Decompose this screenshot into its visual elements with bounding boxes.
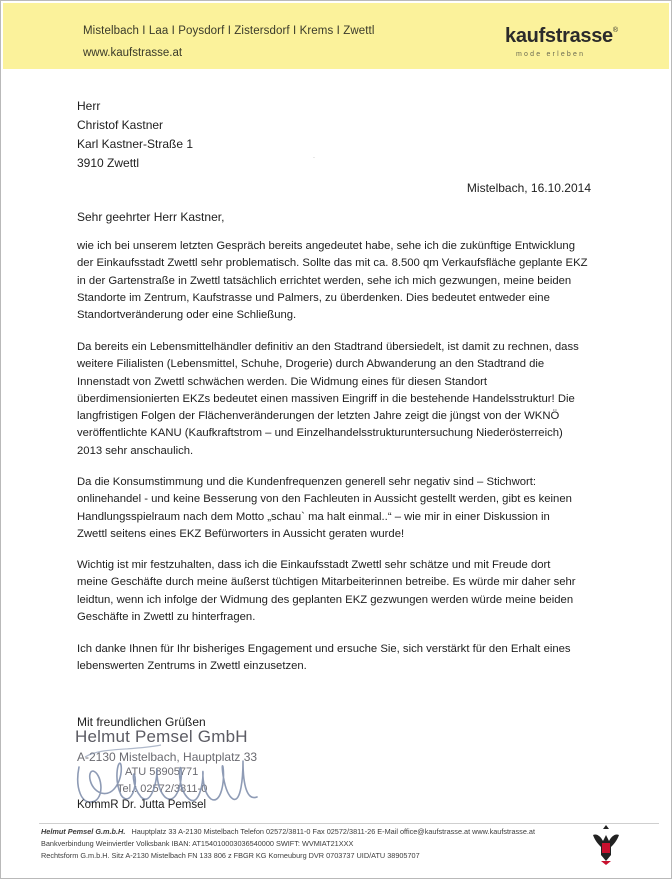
- recipient-line: 3910 Zwettl: [77, 156, 140, 170]
- letterhead-locations: Mistelbach I Laa I Poysdorf I Zistersdorf I Krems I Zwettl: [83, 25, 375, 37]
- letterhead-website: www.kaufstrasse.at: [83, 47, 183, 59]
- paragraph-line: wie ich bei unserem letzten Gespräch bereits angedeutet habe, sehe ich die zukünftige Entwicklung: [77, 240, 575, 252]
- signer-name: KommR Dr. Jutta Pemsel: [77, 799, 207, 811]
- body-paragraph: [77, 557, 576, 626]
- footer-divider: [39, 823, 659, 824]
- brand-name: kaufstrasse: [505, 25, 613, 47]
- recipient-address: [77, 97, 193, 173]
- paragraph-line: weitere Filialisten (Lebensmittel, Schuhe, Drogerie) durch Abwanderung an den Stadtrand die: [77, 358, 545, 371]
- footer-legal-line: Rechtsform G.m.b.H. Sitz A-2130 Mistelbach FN 133 806 z FBGR KG Korneuburg DVR 0703737 UID/ATU 38905707: [41, 851, 420, 860]
- closing-phrase: Mit freundlichen Grüßen: [77, 715, 206, 729]
- paragraph-line: Standorte im Zentrum, Kaufstrasse und Palmers, zu überdenken. Dies bedeutet entweder eine: [77, 291, 550, 304]
- paragraph-line: in der Gartenstraße in Zwettl tatsächlich errichtet werden, sehe ich mich gezwungen, meine beiden: [77, 274, 572, 287]
- brand-registered-mark: ®: [612, 27, 618, 34]
- paragraph-line: meine Geschäfte durch meine äußerst tüchtigen Mitarbeiterinnen betreibe. Es würde mir daher sehr: [77, 576, 576, 589]
- recipient-line: Herr: [77, 99, 101, 113]
- paragraph-line: Standortveränderung oder eine Schließung.: [77, 309, 297, 322]
- paragraph-line: Wichtig ist mir festzuhalten, dass ich die Einkaufsstadt Zwettl sehr schätze und mit Freude dort: [77, 559, 551, 571]
- salutation: Sehr geehrter Herr Kastner,: [77, 210, 225, 224]
- footer-contact-line: [41, 827, 535, 836]
- footer-contact-details: Hauptplatz 33 A-2130 Mistelbach Telefon 02572/3811-0 Fax 02572/3811-26 E-Mail office@kaufstrasse.at www.kaufstrasse.at: [131, 827, 536, 836]
- paragraph-line: Geschäfte in Zwettl zu hinterfragen.: [77, 610, 256, 623]
- footer-bank-line: Bankverbindung Weinviertler Volksbank IBAN: AT154010003036540000 SWIFT: WVMIAT21XXX: [41, 839, 354, 848]
- paragraph-line: lebenswerten Zentrums in Zwettl einzusetzen.: [77, 660, 307, 673]
- paragraph-line: onlinehandel - und keine Besserung von den Fachleuten in Aussicht gestellt werden, gibt es keinen: [77, 493, 572, 506]
- paragraph-line: Zwettl seitens eines EKZ Befürworters in Aussicht geraten wurde!: [77, 527, 405, 540]
- paragraph-line: Da bereits ein Lebensmittelhändler definitiv an den Stadtrand übersiedelt, ist damit zu rechnen, dass: [77, 341, 579, 353]
- brand-tagline: mode erleben: [516, 51, 586, 58]
- recipient-line: Karl Kastner-Straße 1: [77, 137, 194, 151]
- letterhead-band: [3, 3, 669, 69]
- paragraph-line: der Einkaufsstadt Zwettl sehr problematisch. Sollte das mit ca. 8.500 qm Verkaufsfläche geplante EKZ: [77, 257, 588, 270]
- paragraph-line: Ich danke Ihnen für Ihr bisheriges Engagement und ersuche Sie, sich verstärkt für den Erhalt eines: [77, 643, 571, 655]
- company-stamp-name: Helmut Pemsel GmbH: [75, 727, 248, 746]
- paragraph-line: veröffentlichte KANU (Kaufkraftstrom – und Einzelhandelsstrukturuntersuchung Niederösterreich): [77, 427, 563, 440]
- body-paragraph: [77, 238, 588, 324]
- paragraph-line: Da die Konsumstimmung und die Kundenfrequenzen generell sehr negativ sind – Stichwort:: [77, 476, 537, 488]
- austrian-eagle-crest-icon: [591, 821, 621, 867]
- place-and-date: Mistelbach, 16.10.2014: [466, 181, 591, 195]
- paragraph-line: 2013 sehr anschaulich.: [77, 444, 194, 457]
- paragraph-line: Handlungsspielraum nach dem Motto „schau` ma halt einmal..“ – wie mir in einer Diskussion in: [77, 510, 550, 523]
- company-stamp-phone: Tel.: 02572/3811-0: [117, 783, 208, 795]
- company-stamp-atu: ATU 58905771: [125, 766, 199, 778]
- company-stamp-address: A-2130 Mistelbach, Hauptplatz 33: [77, 750, 258, 764]
- paragraph-line: leidtun, wenn ich infolge der Widmung des geplanten EKZ gezwungen werden würde meine beiden: [77, 593, 574, 606]
- stray-mark: ·: [313, 155, 315, 161]
- brand-logo: [505, 25, 618, 48]
- paragraph-line: langfristigen Folgen der Flächenveränderungen der letzten Jahre zeigt die jüngst von der WKNÖ: [77, 410, 560, 423]
- body-paragraph: [77, 339, 579, 460]
- body-paragraph: [77, 474, 572, 543]
- recipient-line: Christof Kastner: [77, 118, 164, 132]
- body-paragraph: [77, 641, 571, 676]
- footer-company-name: Helmut Pemsel G.m.b.H.: [41, 827, 126, 836]
- paragraph-line: überdimensionierten EKZs bedeutet einen massiven Eingriff in die bestehende Handelsstruktur! Die: [77, 392, 575, 405]
- paragraph-line: Innenstadt von Zwettl schwächen werden. Die Widmung eines für diesen Standort: [77, 375, 488, 388]
